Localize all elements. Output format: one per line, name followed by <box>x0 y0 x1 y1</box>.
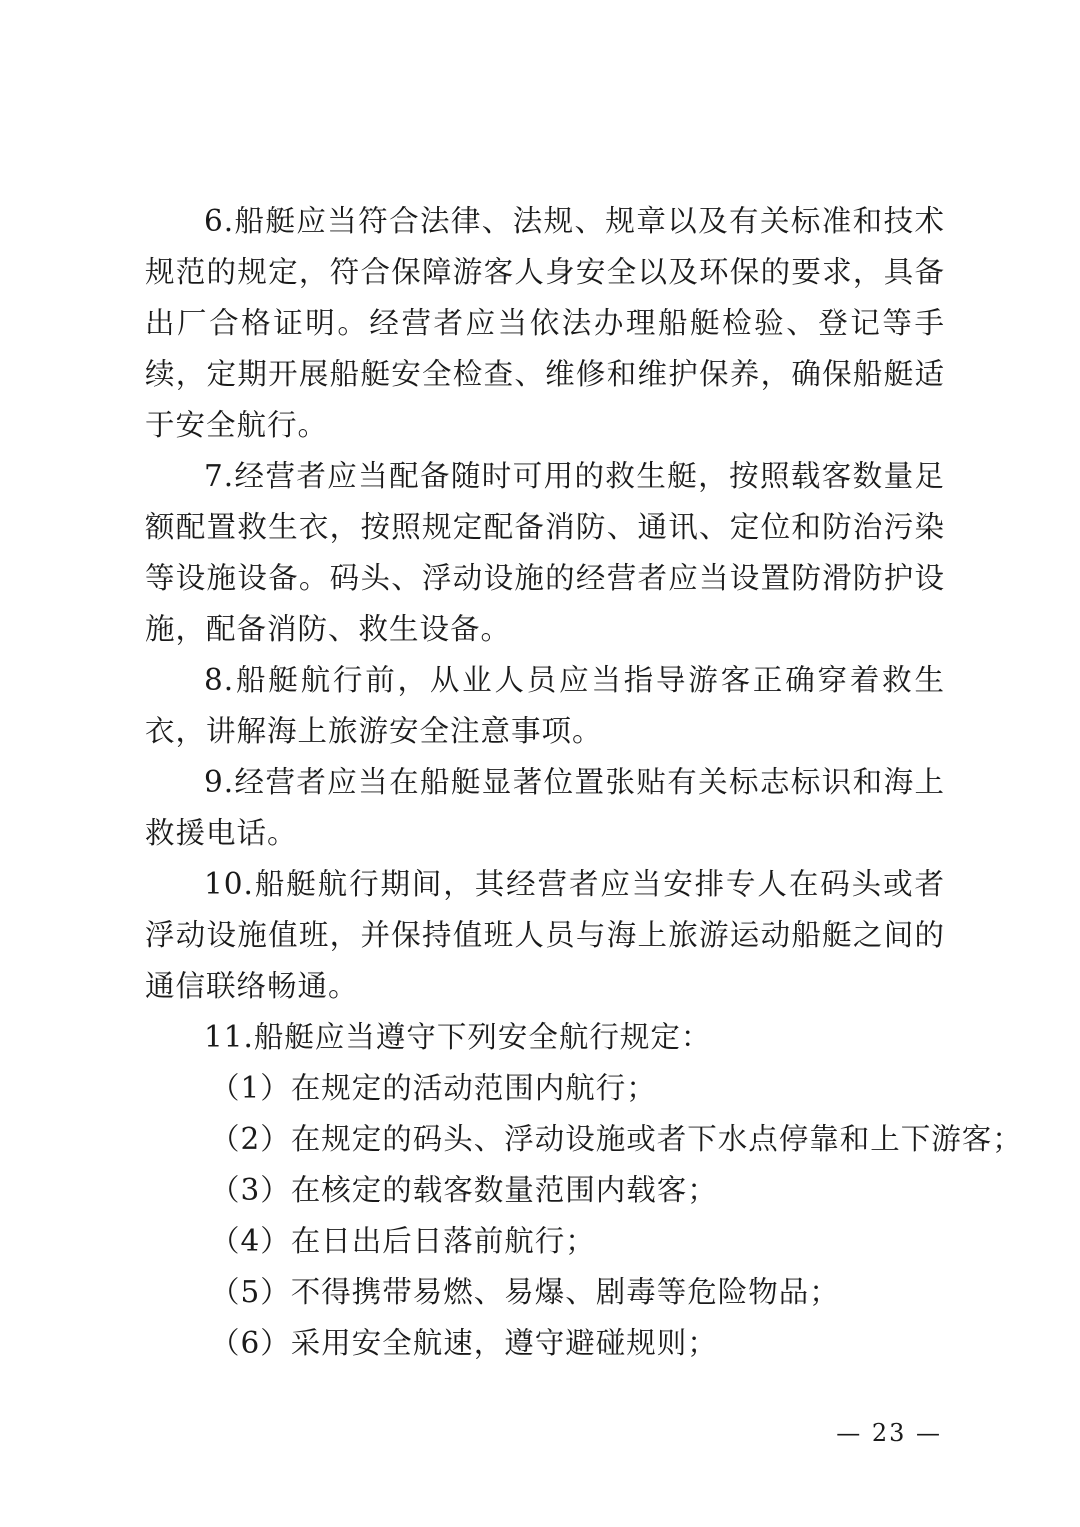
paragraph-11: 11.船艇应当遵守下列安全航行规定： <box>204 1020 712 1054</box>
list-item-6: （6）采用安全航速，遵守避碰规则； <box>210 1326 718 1360</box>
paragraph-6: 6.船艇应当符合法律、法规、规章以及有关标准和技术规范的规定，符合保障游客人身安全以及环保的要求，具备出厂合格证明。经营者应当依法办理船艇检验、登记等手续，定期开展船艇安全检查、维修和维护保养，确保船艇适于安全航行。 <box>145 204 945 442</box>
paragraph-7: 7.经营者应当配备随时可用的救生艇，按照载客数量足额配置救生衣，按照规定配备消防、通讯、定位和防治污染等设施设备。码头、浮动设施的经营者应当设置防滑防护设施，配备消防、救生设备。 <box>145 459 945 646</box>
paragraph-8: 8.船艇航行前，从业人员应当指导游客正确穿着救生衣，讲解海上旅游安全注意事项。 <box>145 663 945 748</box>
paragraph-10: 10.船艇航行期间，其经营者应当安排专人在码头或者浮动设施值班，并保持值班人员与海上旅游运动船艇之间的通信联络畅通。 <box>145 867 945 1003</box>
list-item-1: （1）在规定的活动范围内航行； <box>210 1071 657 1105</box>
page-number: — 23 — <box>836 1419 942 1447</box>
list-item-3: （3）在核定的载客数量范围内载客； <box>210 1173 718 1207</box>
paragraph-9: 9.经营者应当在船艇显著位置张贴有关标志标识和海上救援电话。 <box>145 765 945 850</box>
list-item-4: （4）在日出后日落前航行； <box>210 1224 596 1258</box>
list-item-2: （2）在规定的码头、浮动设施或者下水点停靠和上下游客； <box>210 1122 1023 1156</box>
document-body <box>145 196 1023 1369</box>
list-item-5: （5）不得携带易燃、易爆、剧毒等危险物品； <box>210 1275 840 1309</box>
